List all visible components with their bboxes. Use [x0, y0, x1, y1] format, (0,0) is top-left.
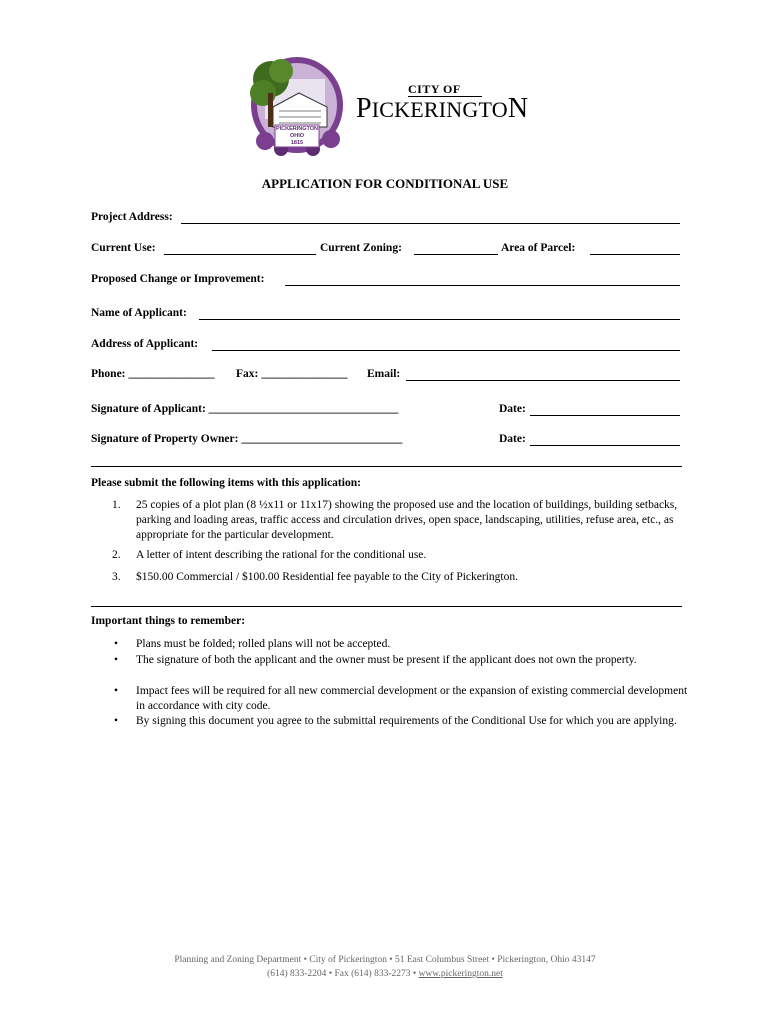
current-zoning-label: Current Zoning:: [320, 242, 402, 254]
city-name: [356, 93, 528, 125]
proposed-change-label: Proposed Change or Improvement:: [91, 273, 265, 285]
current-use-label: Current Use:: [91, 242, 156, 254]
signature-owner-field[interactable]: Signature of Property Owner: ____________________________: [91, 433, 403, 445]
seal-text-1: PICKERINGTON: [275, 126, 319, 132]
list-item-text: $150.00 Commercial / $100.00 Residential fee payable to the City of Pickerington.: [136, 571, 518, 583]
owner-date-label: Date:: [499, 433, 526, 445]
project-address-field[interactable]: [181, 223, 680, 224]
footer-address: Planning and Zoning Department • City of Pickerington • 51 East Columbus Street • Pickerington, Ohio 43147: [174, 955, 596, 965]
applicant-date-label: Date:: [499, 403, 526, 415]
fax-field[interactable]: Fax: _______________: [236, 368, 348, 380]
city-wordmark: [356, 82, 546, 122]
list-item: [91, 498, 691, 543]
city-name-final: N: [507, 93, 529, 124]
bullet-icon: •: [114, 685, 119, 697]
list-item: [91, 570, 691, 585]
email-field[interactable]: [406, 380, 680, 381]
section-divider-2: [91, 606, 682, 607]
submit-heading: Please submit the following items with this application:: [91, 477, 361, 489]
applicant-date-field[interactable]: [530, 415, 680, 416]
bullet-icon: •: [114, 654, 119, 666]
owner-date-field[interactable]: [530, 445, 680, 446]
list-item-number: 2.: [112, 549, 121, 561]
current-use-field[interactable]: [164, 254, 316, 255]
list-item: [91, 548, 691, 563]
list-item-text: Impact fees will be required for all new commercial development or the expansion of existing commercial development in accordance with city code.: [136, 685, 688, 712]
list-item-text: A letter of intent describing the rational for the conditional use.: [136, 549, 427, 561]
bullet-icon: •: [114, 715, 119, 727]
remember-heading: Important things to remember:: [91, 615, 246, 627]
website-link[interactable]: www.pickerington.net: [418, 969, 503, 979]
phone-field[interactable]: Phone: _______________: [91, 368, 215, 380]
area-of-parcel-field[interactable]: [590, 254, 680, 255]
address-of-applicant-label: Address of Applicant:: [91, 338, 199, 350]
seal-text-2: OHIO: [289, 133, 305, 139]
section-divider-1: [91, 466, 682, 467]
area-of-parcel-label: Area of Parcel:: [501, 242, 576, 254]
city-seal-logo: [243, 49, 351, 159]
footer-phone-fax: (614) 833-2204 • Fax (614) 833-2273 •: [267, 969, 419, 979]
seal-text-3: 1815: [290, 140, 304, 146]
address-of-applicant-field[interactable]: [212, 350, 680, 351]
list-item-text: By signing this document you agree to the submittal requirements of the Conditional Use for which you are applying.: [136, 715, 677, 727]
proposed-change-field[interactable]: [285, 285, 680, 286]
list-item-text: 25 copies of a plot plan (8 ½x11 or 11x17) showing the proposed use and the location of buildings, building setbacks, parking and loading areas, traffic access and circulation drives, open space, landscaping, utilities, refuse area, etc., as appropriate for the particular development.: [136, 499, 678, 541]
current-zoning-field[interactable]: [414, 254, 498, 255]
signature-applicant-field[interactable]: Signature of Applicant: _________________________________: [91, 403, 399, 415]
footer-contact: [0, 969, 770, 979]
name-of-applicant-label: Name of Applicant:: [91, 307, 187, 319]
bullet-icon: •: [114, 638, 119, 650]
city-name-middle: ICKERINGTO: [371, 97, 508, 122]
city-of-label: CITY OF: [408, 82, 461, 96]
email-label: Email:: [367, 368, 401, 380]
project-address-label: Project Address:: [91, 211, 173, 223]
list-item-text: Plans must be folded; rolled plans will not be accepted.: [136, 638, 391, 650]
list-item-number: 1.: [112, 499, 121, 511]
name-of-applicant-field[interactable]: [199, 319, 680, 320]
city-name-initial: P: [356, 93, 372, 124]
document-title: APPLICATION FOR CONDITIONAL USE: [261, 176, 509, 191]
list-item-text: The signature of both the applicant and the owner must be present if the applicant does not own the property.: [136, 654, 637, 666]
list-item-number: 3.: [112, 571, 121, 583]
